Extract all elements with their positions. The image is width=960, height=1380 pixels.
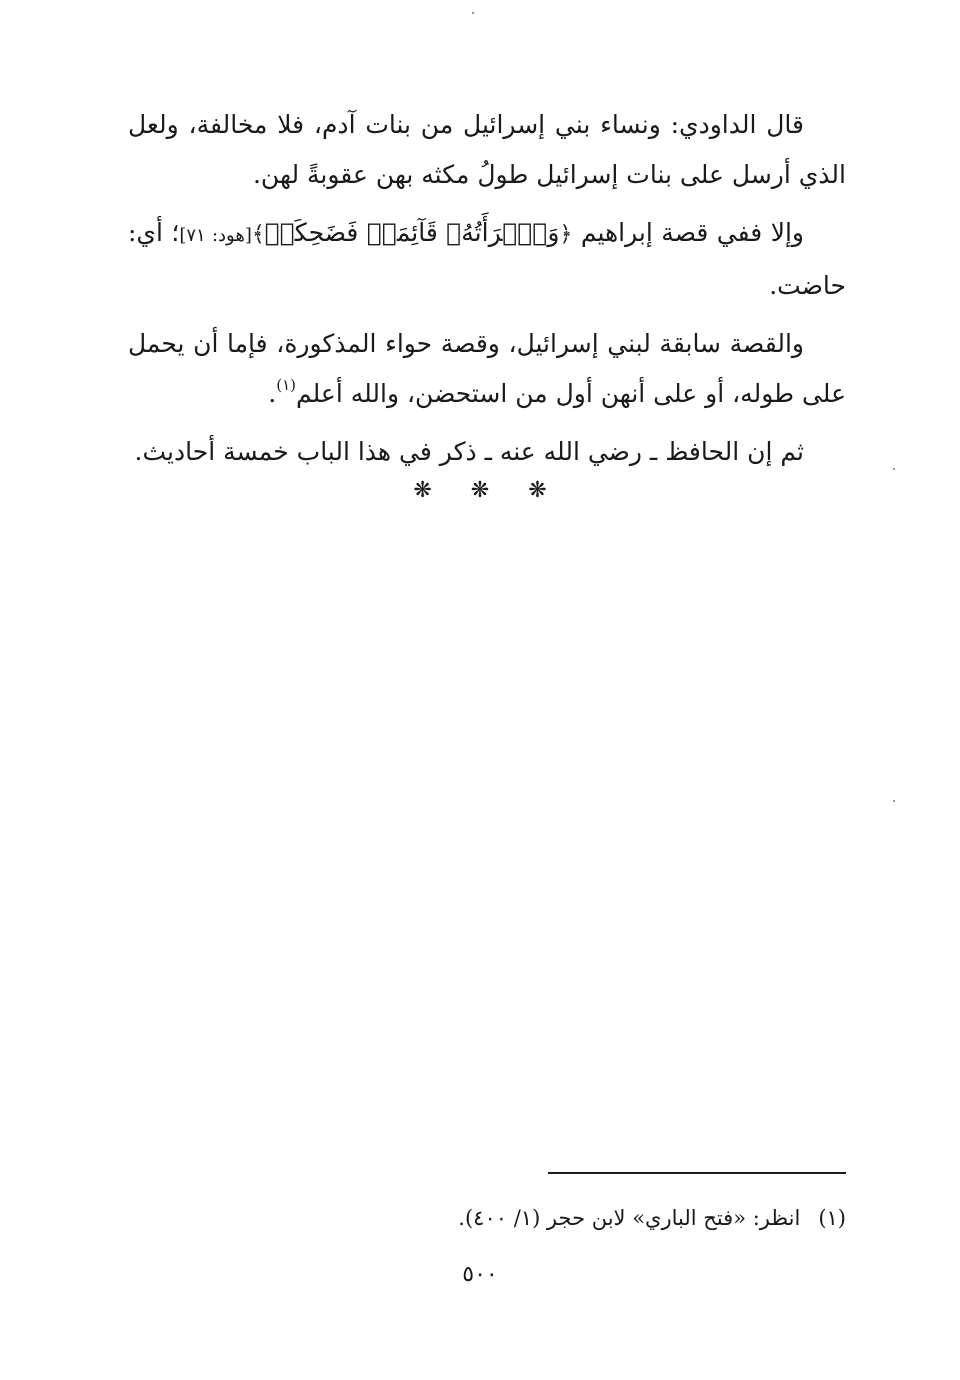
paragraph-2-after: ؛ أي: حاضت. bbox=[128, 218, 846, 300]
scan-speck bbox=[893, 800, 895, 802]
separator-star-icon: ❋ bbox=[528, 478, 547, 503]
footnote-number: (١) bbox=[818, 1206, 846, 1230]
paragraph-4 bbox=[128, 427, 846, 477]
paragraph-3-tail: . bbox=[268, 379, 277, 408]
paragraph-2 bbox=[128, 208, 846, 311]
main-text bbox=[128, 100, 846, 485]
paragraph-1 bbox=[128, 100, 846, 200]
page-number: ٥٠٠ bbox=[462, 1262, 498, 1287]
footnote-text: انظر: «فتح الباري» لابن حجر (١/ ٤٠٠). bbox=[458, 1206, 801, 1230]
paragraph-1-text: قال الداودي: ونساء بني إسرائيل من بنات آدم، فلا مخالفة، ولعل الذي أرسل على بنات إسرائيل طولُ مكثه بهن عقوبةً لهن. bbox=[128, 110, 846, 189]
section-separator bbox=[0, 478, 960, 503]
paragraph-4-text: ثم إن الحافظ ـ رضي الله عنه ـ ذكر في هذا الباب خمسة أحاديث. bbox=[134, 437, 804, 466]
quran-verse: وَٱمۡرَأَتُهُۥ قَآئِمَةٞ فَضَحِكَتۡ bbox=[264, 218, 560, 247]
scan-speck bbox=[893, 468, 895, 470]
paragraph-2-before: وإلا ففي قصة إبراهيم bbox=[580, 218, 804, 247]
paragraph-3 bbox=[128, 319, 846, 419]
footnote bbox=[146, 1196, 846, 1240]
verse-reference: [هود: ٧١] bbox=[179, 225, 252, 246]
quran-bracket-open: ﴿ bbox=[559, 222, 573, 247]
separator-star-icon: ❋ bbox=[470, 478, 490, 503]
quran-bracket-close: ﴾ bbox=[251, 222, 265, 247]
separator-star-icon: ❋ bbox=[413, 478, 432, 503]
scan-speck bbox=[472, 12, 474, 14]
paragraph-3-text: والقصة سابقة لبني إسرائيل، وقصة حواء المذكورة، فإما أن يحمل على طوله، أو على أنهن أول من استحضن، والله أعلم bbox=[128, 329, 846, 408]
footnote-mark: (١) bbox=[276, 376, 296, 394]
footnote-divider bbox=[548, 1172, 846, 1174]
